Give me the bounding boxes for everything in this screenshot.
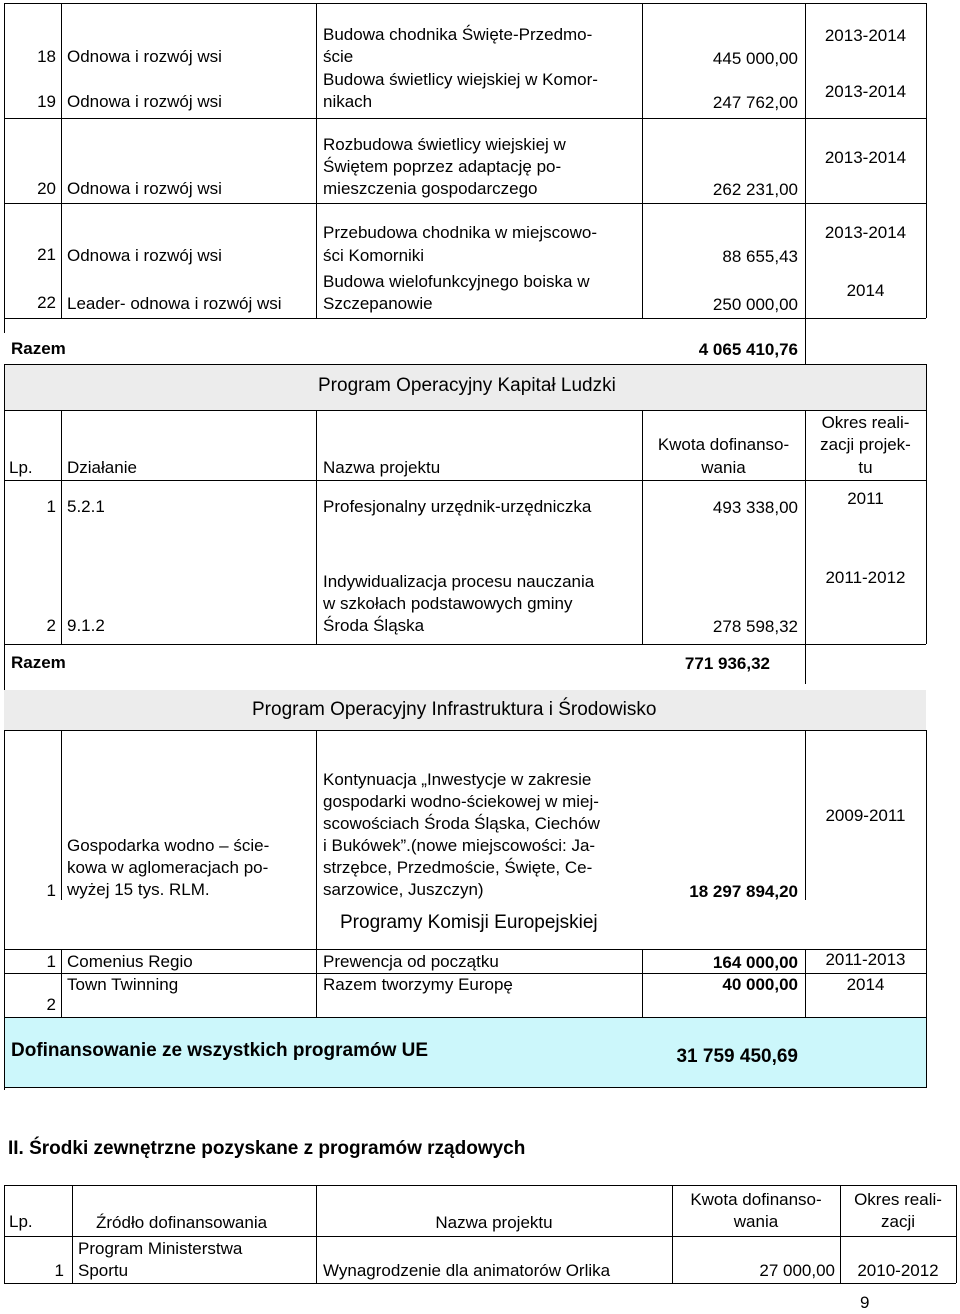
total-label: Dofinansowanie ze wszystkich programów UE (11, 1040, 429, 1061)
row-zrodlo-line: Program Ministerstwa (78, 1239, 243, 1258)
row-nazwa: Profesjonalny urzędnik-urzędniczka (323, 497, 592, 516)
razem-value: 4 065 410,76 (698, 340, 798, 359)
header-nazwa: Nazwa projektu (435, 1213, 553, 1232)
row-lp: 22 (37, 293, 56, 312)
row-okres: 2011-2013 (825, 950, 906, 969)
row-kwota: 18 297 894,20 (689, 882, 798, 901)
row-okres: 2010-2012 (857, 1261, 939, 1280)
row-dzialanie: Odnowa i rozwój wsi (67, 179, 222, 198)
row-nazwa-line: ści Komorniki (323, 246, 425, 265)
row-kwota: 88 655,43 (722, 247, 798, 266)
row-lp: 1 (54, 1261, 64, 1280)
row-kwota: 40 000,00 (722, 975, 798, 994)
row-nazwa: Razem tworzymy Europę (323, 975, 513, 994)
row-lp: 1 (46, 952, 56, 971)
row-nazwa-line: strzębce, Przedmoście, Święte, Ce- (323, 858, 593, 877)
header-lp: Lp. (9, 1212, 33, 1231)
row-dzialanie-line: kowa w aglomeracjach po- (67, 858, 269, 877)
row-okres: 2014 (846, 975, 885, 994)
row-nazwa-line: sarzowice, Juszczyn) (323, 880, 484, 899)
header-kwota-line: Kwota dofinanso- (657, 435, 790, 454)
row-nazwa-line: Przebudowa chodnika w miejscowo- (323, 223, 598, 242)
row-nazwa-line: Budowa chodnika Święte-Przedmo- (323, 25, 593, 44)
row-okres: 2011-2012 (825, 568, 906, 587)
row-okres: 2011 (847, 489, 884, 508)
row-nazwa-line: gospodarki wodno-ściekowej w miej- (323, 792, 599, 811)
row-nazwa-line: scowościach Środa Śląska, Ciechów (323, 814, 600, 833)
razem-value: 771 936,32 (684, 654, 770, 673)
row-okres: 2013-2014 (824, 223, 907, 242)
row-kwota: 278 598,32 (712, 617, 798, 636)
row-kwota: 27 000,00 (759, 1261, 835, 1280)
row-kwota: 262 231,00 (712, 180, 798, 199)
header-okres-line: tu (858, 458, 873, 477)
row-nazwa-line: i Bukówek”.(nowe miejscowości: Ja- (323, 836, 596, 855)
row-nazwa-line: Środa Śląska (323, 616, 425, 635)
row-dzialanie: Comenius Regio (67, 952, 193, 971)
row-lp: 21 (37, 245, 56, 264)
section-title: Programy Komisji Europejskiej (340, 912, 598, 933)
row-okres: 2013-2014 (824, 148, 907, 167)
row-okres: 2014 (846, 281, 885, 300)
row-nazwa-line: ście (323, 47, 354, 66)
header-kwota-line: wania (733, 1212, 779, 1231)
row-lp: 18 (37, 47, 56, 66)
header-dzialanie: Działanie (67, 458, 137, 477)
section-heading: II. Środki zewnętrzne pozyskane z programów rządowych (8, 1138, 526, 1159)
row-dzialanie-line: wyżej 15 tys. RLM. (67, 880, 210, 899)
header-nazwa: Nazwa projektu (323, 458, 441, 477)
row-zrodlo-line: Sportu (78, 1261, 129, 1280)
row-kwota: 164 000,00 (712, 953, 798, 972)
row-okres: 2013-2014 (824, 26, 907, 45)
row-lp: 19 (37, 92, 56, 111)
row-lp: 2 (46, 995, 56, 1014)
row-dzialanie-line: Gospodarka wodno – ście- (67, 836, 270, 855)
section-title: Program Operacyjny Kapitał Ludzki (318, 375, 616, 396)
row-nazwa: Wynagrodzenie dla animatorów Orlika (323, 1261, 611, 1280)
row-dzialanie: Odnowa i rozwój wsi (67, 92, 222, 111)
header-lp: Lp. (9, 458, 33, 477)
row-kwota: 250 000,00 (712, 295, 798, 314)
header-okres-line: Okres reali- (854, 1190, 942, 1209)
header-kwota-line: wania (701, 458, 746, 477)
header-kwota-line: Kwota dofinanso- (690, 1190, 822, 1209)
row-nazwa-line: w szkołach podstawowych gminy (323, 594, 573, 613)
row-nazwa-line: Świętem poprzez adaptację po- (323, 157, 562, 176)
razem-label: Razem (11, 339, 66, 358)
row-dzialanie: Town Twinning (67, 975, 179, 994)
row-kwota: 445 000,00 (712, 49, 798, 68)
row-nazwa-line: nikach (323, 92, 373, 111)
row-dzialanie: 5.2.1 (67, 497, 105, 516)
row-kwota: 247 762,00 (712, 93, 798, 112)
row-nazwa-line: Szczepanowie (323, 294, 433, 313)
row-okres: 2013-2014 (824, 82, 907, 101)
row-nazwa-line: Budowa świetlicy wiejskiej w Komor- (323, 70, 598, 89)
row-okres: 2009-2011 (825, 806, 906, 825)
total-value: 31 759 450,69 (676, 1046, 798, 1067)
header-okres-line: zacji (880, 1212, 915, 1231)
row-nazwa-line: Indywidualizacja procesu nauczania (323, 572, 595, 591)
row-lp: 2 (46, 616, 56, 635)
row-kwota: 493 338,00 (712, 498, 798, 517)
section-title: Program Operacyjny Infrastruktura i Środowisko (252, 699, 657, 720)
header-okres-line: Okres reali- (821, 413, 910, 432)
row-lp: 1 (46, 881, 56, 900)
row-nazwa: Prewencja od początku (323, 952, 499, 971)
row-nazwa-line: mieszczenia gospodarczego (323, 179, 538, 198)
row-nazwa-line: Rozbudowa świetlicy wiejskiej w (323, 135, 566, 154)
row-nazwa-line: Kontynuacja „Inwestycje w zakresie (323, 770, 592, 789)
row-lp: 20 (37, 179, 56, 198)
row-lp: 1 (46, 497, 56, 516)
row-dzialanie: Leader- odnowa i rozwój wsi (67, 294, 282, 313)
page-number: 9 (860, 1293, 870, 1312)
row-nazwa-line: Budowa wielofunkcyjnego boiska w (323, 272, 590, 291)
razem-label: Razem (11, 653, 66, 672)
row-dzialanie: Odnowa i rozwój wsi (67, 246, 222, 265)
row-dzialanie: Odnowa i rozwój wsi (67, 47, 222, 66)
row-dzialanie: 9.1.2 (67, 616, 105, 635)
header-zrodlo: Źródło dofinansowania (96, 1213, 268, 1232)
header-okres-line: zacji projek- (820, 435, 911, 454)
